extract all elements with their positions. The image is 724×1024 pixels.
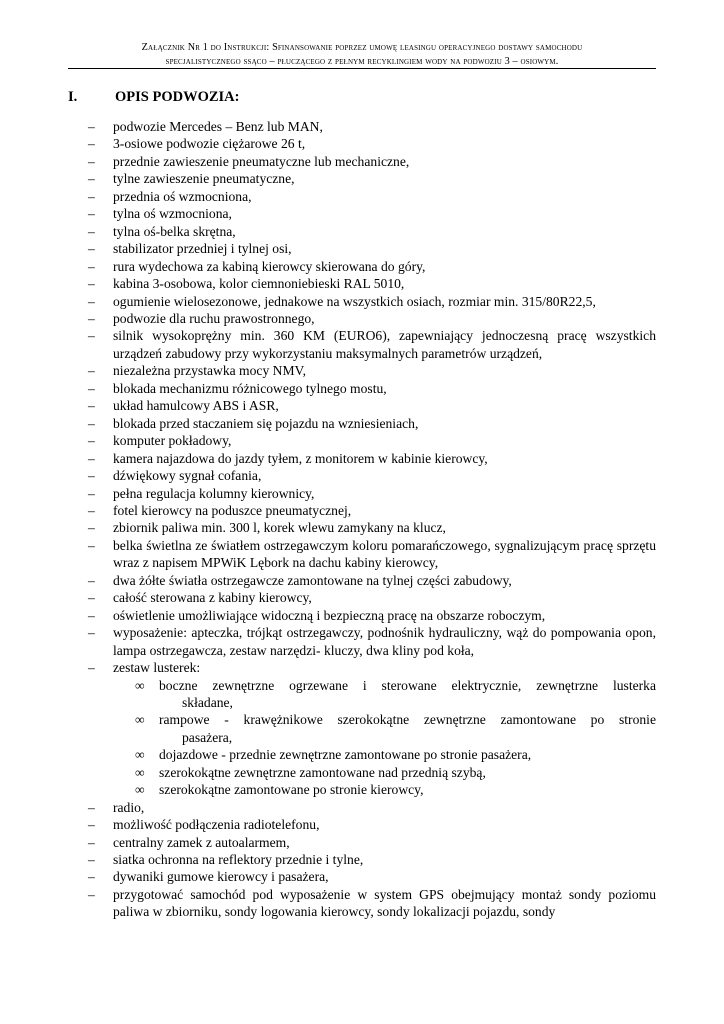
- dash-bullet: –: [88, 276, 95, 292]
- list-item: [88, 589, 656, 606]
- list-item: [88, 485, 656, 502]
- list-item-text: siatka ochronna na reflektory przednie i tylne,: [113, 852, 364, 868]
- list-item: [88, 205, 656, 222]
- list-item: [88, 624, 656, 659]
- sublist-item: [113, 711, 656, 746]
- list-item: [88, 834, 656, 851]
- list-item: [88, 415, 656, 432]
- list-item-text: tylne zawieszenie pneumatyczne,: [113, 171, 295, 187]
- list-item: [88, 450, 656, 467]
- sublist-item-text-cont: składane,: [182, 694, 233, 710]
- sublist-item: [113, 781, 656, 798]
- mirror-sublist: [113, 677, 656, 799]
- sublist-item: [113, 764, 656, 781]
- section-number: I.: [68, 89, 78, 105]
- dash-bullet: –: [88, 869, 95, 885]
- list-item-text: podwozie dla ruchu prawostronnego,: [113, 310, 315, 326]
- list-item: [88, 223, 656, 240]
- list-item-text: przednia oś wzmocniona,: [113, 188, 252, 204]
- list-item-text: tylna oś-belka skrętna,: [113, 223, 236, 239]
- list-item: [88, 188, 656, 205]
- dash-bullet: –: [88, 572, 95, 588]
- dash-bullet: –: [88, 660, 95, 676]
- list-item-text: całość sterowana z kabiny kierowcy,: [113, 590, 312, 606]
- list-item-text: tylna oś wzmocniona,: [113, 206, 232, 222]
- list-item: [88, 519, 656, 536]
- sublist-item-text: rampowe - krawężnikowe szerokokątne zewnętrzne zamontowane po stronie: [159, 712, 656, 728]
- dash-bullet: –: [88, 607, 95, 623]
- list-item: [88, 362, 656, 379]
- list-item-text: dźwiękowy sygnał cofania,: [113, 468, 262, 484]
- list-item: [88, 572, 656, 589]
- sublist-item-text: szerokokątne zewnętrzne zamontowane nad przednią szybą,: [159, 764, 486, 780]
- header-line-1: Załącznik Nr 1 do Instrukcji: Sfinansowanie poprzez umowę leasingu operacyjnego dostawy samochodu: [141, 42, 583, 53]
- dash-bullet: –: [88, 363, 95, 379]
- list-item-text: układ hamulcowy ABS i ASR,: [113, 398, 279, 414]
- list-item: [88, 537, 656, 572]
- dash-bullet: –: [88, 119, 95, 134]
- list-item-text: silnik wysokoprężny min. 360 KM (EURO6), zapewniający jednoczesną pracę wszystkich urządzeń zabudowy przy wykorzystaniu maksymalnych parametrów urządzeń,: [113, 328, 656, 361]
- list-item-text: zestaw lusterek:: [113, 660, 201, 676]
- list-item: [88, 327, 656, 362]
- list-item: [88, 868, 656, 885]
- dash-bullet: –: [88, 258, 95, 274]
- infinity-bullet: ∞: [135, 677, 145, 693]
- list-item-text: centralny zamek z autoalarmem,: [113, 834, 290, 850]
- dash-bullet: –: [88, 485, 95, 501]
- list-item-text: stabilizator przedniej i tylnej osi,: [113, 241, 292, 257]
- list-item-text: podwozie Mercedes – Benz lub MAN,: [113, 119, 323, 134]
- sublist-item: [113, 677, 656, 712]
- list-item: [88, 293, 656, 310]
- list-item: [88, 153, 656, 170]
- list-item-text: komputer pokładowy,: [113, 433, 232, 449]
- list-item-text: 3-osiowe podwozie ciężarowe 26 t,: [113, 136, 306, 152]
- dash-bullet: –: [88, 852, 95, 868]
- sublist-item: [113, 746, 656, 763]
- list-item: [88, 135, 656, 152]
- list-item: [88, 607, 656, 624]
- chassis-spec-list: [88, 118, 656, 921]
- list-item-text: przednie zawieszenie pneumatyczne lub mechaniczne,: [113, 153, 410, 169]
- dash-bullet: –: [88, 310, 95, 326]
- infinity-bullet: ∞: [135, 747, 145, 763]
- header-divider: [68, 68, 656, 69]
- list-item: [88, 467, 656, 484]
- list-item: [88, 816, 656, 833]
- dash-bullet: –: [88, 834, 95, 850]
- sublist-item-text: szerokokątne zamontowane po stronie kierowcy,: [159, 782, 424, 798]
- list-item: [88, 310, 656, 327]
- list-item-text: dwa żółte światła ostrzegawcze zamontowane na tylnej części zabudowy,: [113, 572, 512, 588]
- dash-bullet: –: [88, 590, 95, 606]
- dash-bullet: –: [88, 171, 95, 187]
- dash-bullet: –: [88, 817, 95, 833]
- list-item-text: belka świetlna ze światłem ostrzegawczym koloru pomarańczowego, sygnalizującym pracę sprzętu wraz z napisem MPWiK Lębork na dachu kabiny kierowcy,: [113, 537, 656, 571]
- list-item-text: dywaniki gumowe kierowcy i pasażera,: [113, 869, 329, 885]
- sublist-item-text-cont: pasażera,: [182, 729, 233, 745]
- list-item-text: blokada mechanizmu różnicowego tylnego mostu,: [113, 380, 387, 396]
- dash-bullet: –: [88, 502, 95, 518]
- list-item-text: radio,: [113, 799, 145, 815]
- dash-bullet: –: [88, 206, 95, 222]
- list-item-text: ogumienie wielosezonowe, jednakowe na wszystkich osiach, rozmiar min. 315/80R22,5,: [113, 293, 596, 309]
- list-item-text: możliwość podłączenia radiotelefonu,: [113, 817, 320, 833]
- list-item: [88, 397, 656, 414]
- dash-bullet: –: [88, 450, 95, 466]
- list-item: [88, 851, 656, 868]
- dash-bullet: –: [88, 241, 95, 257]
- dash-bullet: –: [88, 433, 95, 449]
- dash-bullet: –: [88, 380, 95, 396]
- dash-bullet: –: [88, 415, 95, 431]
- list-item: [88, 275, 656, 292]
- list-item: [88, 380, 656, 397]
- list-item-text: blokada przed staczaniem się pojazdu na wzniesieniach,: [113, 415, 419, 431]
- list-item-text: przygotować samochód pod wyposażenie w system GPS obejmujący montaż sondy poziomu paliwa w zbiorniku, sondy logowania kierowcy, sondy lokalizacji pojazdu, sondy: [113, 886, 656, 920]
- list-item: [88, 170, 656, 187]
- header-line-2: specjalistycznego ssąco – płuczącego z pełnym recyklingiem wody na podwoziu 3 – osiowym.: [165, 56, 559, 67]
- list-item-text: rura wydechowa za kabiną kierowcy skierowana do góry,: [113, 258, 426, 274]
- list-item-text: kabina 3-osobowa, kolor ciemnoniebieski RAL 5010,: [113, 276, 405, 292]
- dash-bullet: –: [88, 136, 95, 152]
- list-item: [88, 886, 656, 921]
- list-item: [88, 799, 656, 816]
- dash-bullet: –: [88, 293, 95, 309]
- list-item-text: oświetlenie umożliwiające widoczną i bezpieczną pracę na obszarze roboczym,: [113, 607, 546, 623]
- dash-bullet: –: [88, 398, 95, 414]
- infinity-bullet: ∞: [135, 782, 145, 798]
- list-item-text: pełna regulacja kolumny kierownicy,: [113, 485, 315, 501]
- list-item-text: zbiornik paliwa min. 300 l, korek wlewu zamykany na klucz,: [113, 520, 446, 536]
- dash-bullet: –: [88, 537, 95, 553]
- list-item: [88, 258, 656, 275]
- list-item: [88, 502, 656, 519]
- dash-bullet: –: [88, 799, 95, 815]
- list-item: [88, 118, 656, 135]
- dash-bullet: –: [88, 520, 95, 536]
- page-header: [68, 41, 656, 69]
- list-item-text: kamera najazdowa do jazdy tyłem, z monitorem w kabinie kierowcy,: [113, 450, 488, 466]
- list-item-text: niezależna przystawka mocy NMV,: [113, 363, 307, 379]
- dash-bullet: –: [88, 328, 95, 344]
- sublist-item-text: boczne zewnętrzne ogrzewane i sterowane elektrycznie, zewnętrzne lusterka: [159, 677, 656, 693]
- section-title: OPIS PODWOZIA:: [115, 89, 240, 105]
- sublist-item-text: dojazdowe - przednie zewnętrzne zamontowane po stronie pasażera,: [159, 747, 532, 763]
- infinity-bullet: ∞: [135, 712, 145, 728]
- dash-bullet: –: [88, 223, 95, 239]
- dash-bullet: –: [88, 468, 95, 484]
- dash-bullet: –: [88, 188, 95, 204]
- dash-bullet: –: [88, 886, 95, 902]
- list-item-text: fotel kierowcy na poduszce pneumatycznej,: [113, 502, 352, 518]
- list-item-text: wyposażenie: apteczka, trójkąt ostrzegawczy, podnośnik hydrauliczny, wąż do pompowania opon, lampa ostrzegawcza, zestaw narzędzi- kluczy, dwa kliny pod koła,: [113, 625, 656, 658]
- dash-bullet: –: [88, 625, 95, 641]
- list-item: [88, 240, 656, 257]
- list-item: [88, 659, 656, 799]
- infinity-bullet: ∞: [135, 764, 145, 780]
- dash-bullet: –: [88, 153, 95, 169]
- list-item: [88, 432, 656, 449]
